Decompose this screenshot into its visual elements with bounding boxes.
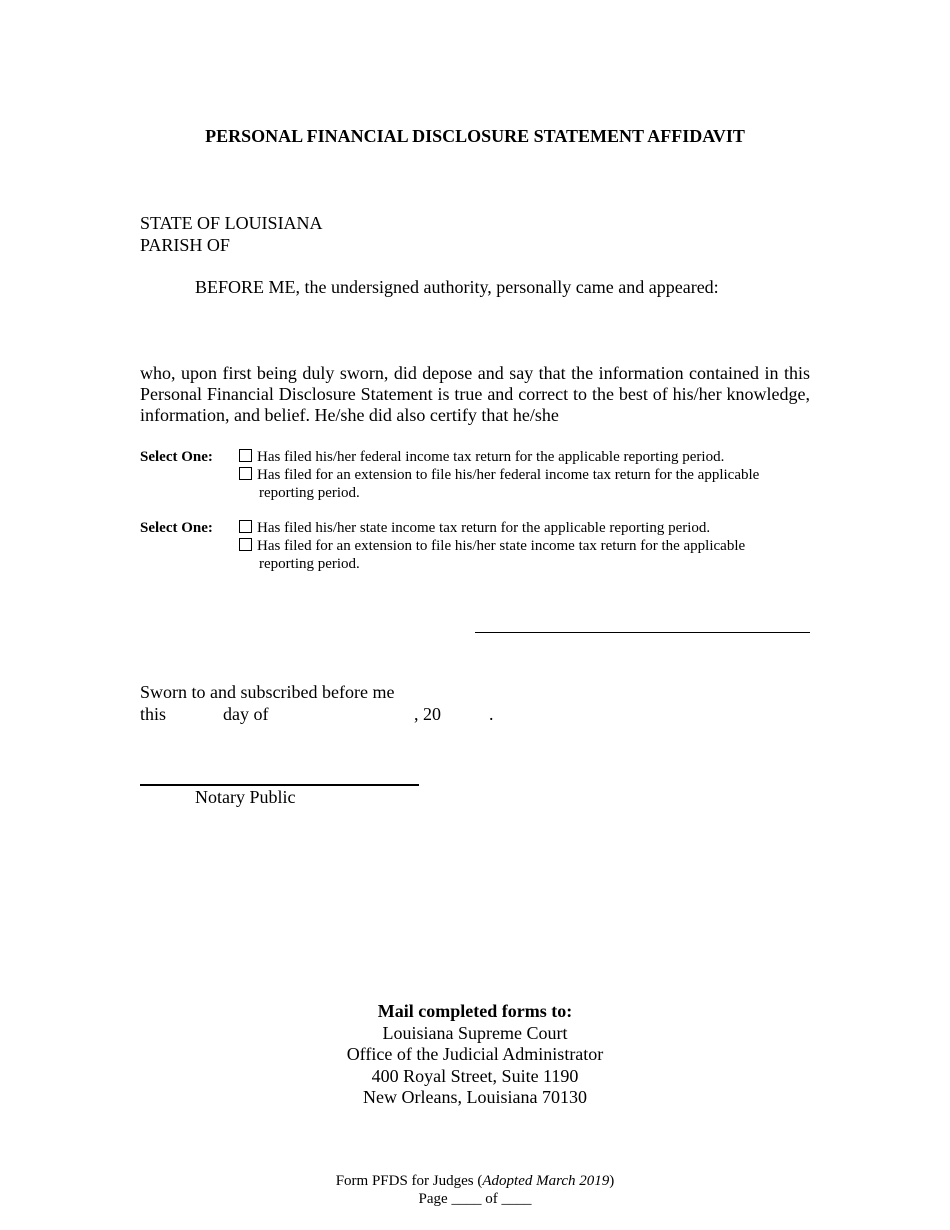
sworn-year-prefix: , 20 xyxy=(414,704,441,724)
state-option-filed xyxy=(239,519,799,537)
venue-block xyxy=(140,212,323,256)
sworn-this: this xyxy=(140,704,167,724)
mailing-address-block xyxy=(0,1001,950,1109)
state-option-extension-text: Has filed for an extension to file his/her state income tax return for the applicable reporting period. xyxy=(257,538,746,572)
state-extension-checkbox[interactable] xyxy=(239,538,252,551)
mail-header: Mail completed forms to: xyxy=(377,1001,573,1021)
mail-line-office: Office of the Judicial Administrator xyxy=(346,1044,604,1064)
federal-filed-checkbox[interactable] xyxy=(239,449,252,462)
state-select-label: Select One: xyxy=(140,520,213,536)
page-number-line: Page ____ of ____ xyxy=(418,1191,532,1207)
state-option-filed-text: Has filed his/her state income tax return for the applicable reporting period. xyxy=(257,520,711,536)
sworn-line: Sworn to and subscribed before me xyxy=(140,682,395,702)
federal-option-filed-text: Has filed his/her federal income tax return for the applicable reporting period. xyxy=(257,449,725,465)
notary-signature-line[interactable] xyxy=(140,784,419,786)
affiant-signature-line[interactable] xyxy=(475,632,810,633)
sworn-period: . xyxy=(489,704,494,724)
form-id-line: Form PFDS for Judges (Adopted March 2019) xyxy=(335,1173,615,1189)
sworn-block xyxy=(140,681,560,725)
mail-line-city: New Orleans, Louisiana 70130 xyxy=(363,1087,587,1107)
federal-option-filed xyxy=(239,448,799,466)
state-option-extension xyxy=(239,537,799,573)
federal-select-label: Select One: xyxy=(140,449,213,465)
mail-line-street: 400 Royal Street, Suite 1190 xyxy=(371,1065,579,1086)
notary-public-label: Notary Public xyxy=(195,787,296,807)
parish-line: PARISH OF xyxy=(140,235,230,255)
affidavit-paragraph: who, upon first being duly sworn, did depose and say that the information contained in this Personal Financial Disclosure Statement is true and correct to the best of his/her knowledge, information, and belief. He/she did also certify that he/she xyxy=(140,363,810,425)
federal-option-extension xyxy=(239,466,799,502)
federal-option-extension-text: Has filed for an extension to file his/her federal income tax return for the applicable reporting period. xyxy=(257,467,760,501)
sworn-day-of: day of xyxy=(223,704,269,724)
state-line: STATE OF LOUISIANA xyxy=(140,213,323,233)
mail-line-court: Louisiana Supreme Court xyxy=(382,1022,568,1043)
state-filed-checkbox[interactable] xyxy=(239,520,252,533)
adopted-date: Adopted March 2019 xyxy=(482,1173,610,1189)
before-me-text: BEFORE ME, the undersigned authority, personally came and appeared: xyxy=(195,277,719,297)
page-footer xyxy=(0,1172,950,1208)
federal-extension-checkbox[interactable] xyxy=(239,467,252,480)
page-title: PERSONAL FINANCIAL DISCLOSURE STATEMENT AFFIDAVIT xyxy=(205,126,745,146)
